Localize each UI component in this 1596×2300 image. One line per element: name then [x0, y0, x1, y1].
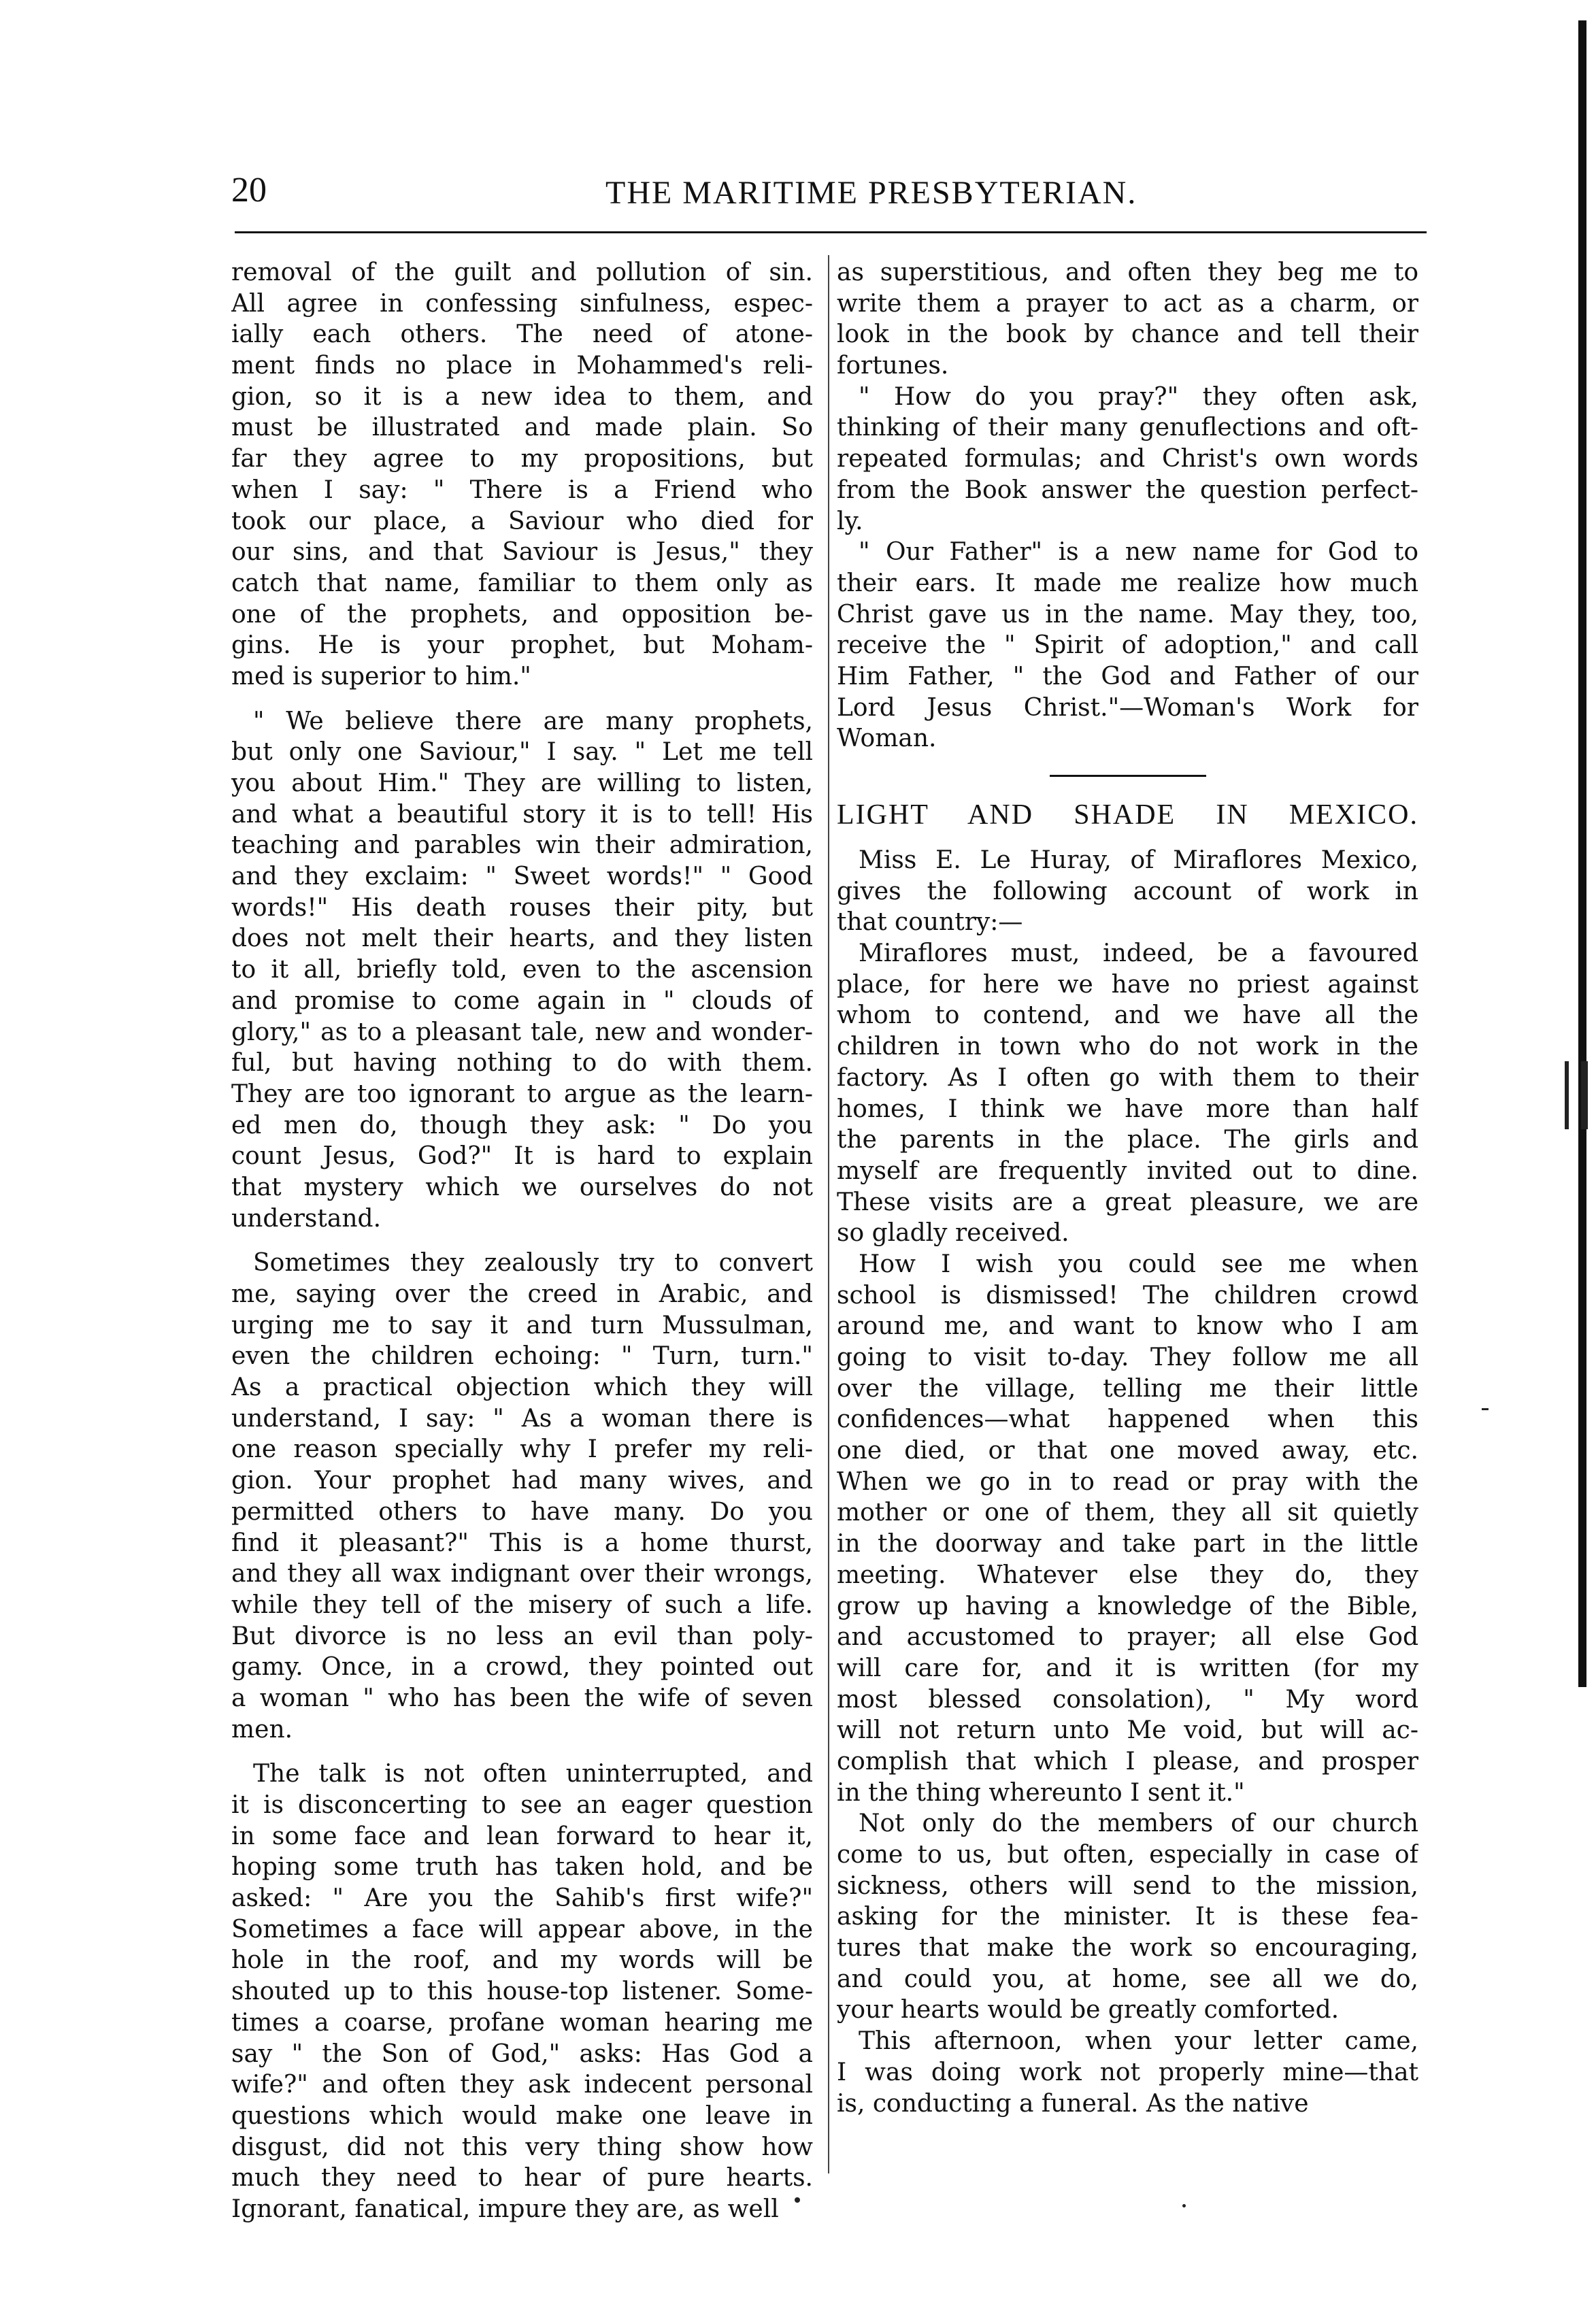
- text-line: ially each others. The need of atone-: [231, 320, 813, 349]
- text-line: meeting. Whatever else they do, they: [837, 1561, 1418, 1589]
- text-line: understand, I say: " As a woman there is: [231, 1404, 813, 1433]
- text-line: from the Book answer the question perfect-: [837, 476, 1418, 504]
- text-line: in some face and lean forward to hear it,: [231, 1822, 813, 1850]
- text-line: count Jesus, God?" It is hard to explain: [231, 1142, 813, 1171]
- text-line: over the village, telling me their little: [837, 1374, 1418, 1403]
- text-line: so gladly received.: [837, 1219, 1069, 1248]
- text-line: mother or one of them, they all sit quietly: [837, 1499, 1418, 1527]
- text-line: As a practical objection which they will: [231, 1373, 813, 1402]
- text-line: myself are frequently invited out to dine.: [837, 1156, 1418, 1185]
- text-line: med is superior to him.": [231, 662, 531, 690]
- text-line: homes, I think we have more than half: [837, 1095, 1418, 1123]
- text-line: shouted up to this house-top listener. Some-: [231, 1978, 813, 2006]
- text-line: The talk is not often uninterrupted, and: [253, 1760, 813, 1788]
- text-line: much they need to hear of pure hearts.: [231, 2164, 813, 2193]
- text-line: Miraflores must, indeed, be a favoured: [859, 939, 1418, 968]
- text-line: hole in the roof, and my words will be: [231, 1946, 813, 1975]
- text-line: and promise to come again in " clouds of: [231, 986, 813, 1015]
- text-line: when I say: " There is a Friend who: [231, 476, 813, 504]
- text-line: does not melt their hearts, and they listen: [231, 924, 813, 953]
- paragraph-gap: [231, 1234, 813, 1248]
- text-line: tures that make the work so encouraging,: [837, 1934, 1418, 1963]
- text-line: permitted others to have many. Do you: [231, 1497, 813, 1526]
- text-line: gins. He is your prophet, but Moham-: [231, 631, 813, 660]
- text-line: Ignorant, fanatical, impure they are, as well: [231, 2195, 779, 2223]
- text-line: teaching and parables win their admiration,: [231, 831, 813, 860]
- text-line: complish that which I please, and prosper: [837, 1747, 1418, 1776]
- text-line: All agree in confessing sinfulness, espec-: [231, 289, 813, 318]
- section-divider-rule: [1050, 775, 1206, 777]
- text-line: Lord Jesus Christ."—Woman's Work for: [837, 693, 1418, 722]
- page-header: [231, 170, 1423, 211]
- text-line: grow up having a knowledge of the Bible,: [837, 1592, 1418, 1620]
- text-line: going to visit to-day. They follow me all: [837, 1344, 1418, 1371]
- text-line: a woman " who has been the wife of seven: [231, 1684, 813, 1712]
- text-line: men.: [231, 1715, 293, 1744]
- text-line: you about Him." They are willing to listen,: [231, 769, 813, 797]
- page-number: 20: [231, 171, 267, 210]
- text-line: come to us, but often, especially in case of: [837, 1841, 1418, 1869]
- text-line: catch that name, familiar to them only as: [231, 569, 813, 597]
- text-line: in the doorway and take part in the little: [837, 1530, 1418, 1559]
- text-line: and they all wax indignant over their wrongs,: [231, 1560, 813, 1588]
- text-line: their ears. It made me realize how much: [837, 569, 1418, 597]
- text-line: one reason specially why I prefer my reli-: [231, 1435, 813, 1464]
- text-line: gion, so it is a new idea to them, and: [231, 382, 813, 411]
- text-line: questions which would make one leave in: [231, 2101, 813, 2130]
- text-line: urging me to say it and turn Mussulman,: [231, 1311, 813, 1339]
- right-column: [837, 257, 1418, 2119]
- text-line: removal of the guilt and pollution of sin.: [231, 259, 813, 286]
- text-line: will not return unto Me void, but will ac-: [837, 1716, 1418, 1745]
- text-line: receive the " Spirit of adoption," and call: [837, 631, 1418, 660]
- text-line: " How do you pray?" they often ask,: [859, 382, 1418, 411]
- text-line: Not only do the members of our church: [859, 1810, 1418, 1838]
- text-line: and what a beautiful story it is to tell! His: [231, 800, 813, 829]
- text-line: wife?" and often they ask indecent personal: [231, 2071, 813, 2099]
- text-line: say " the Son of God," asks: Has God a: [231, 2039, 813, 2068]
- text-line: and they exclaim: " Sweet words!" " Good: [231, 863, 813, 891]
- running-title: THE MARITIME PRESBYTERIAN.: [605, 175, 1137, 211]
- text-line: ment finds no place in Mohammed's reli-: [231, 352, 813, 380]
- scan-edge-mark: [1581, 1061, 1588, 1129]
- text-line: " Our Father" is a new name for God to: [859, 538, 1418, 567]
- text-line: " We believe there are many prophets,: [253, 707, 813, 735]
- text-line: that mystery which we ourselves do not: [231, 1173, 813, 1201]
- text-line: as superstitious, and often they beg me to: [837, 259, 1418, 286]
- text-line: ed men do, though they ask: " Do you: [231, 1111, 813, 1139]
- text-line: Him Father, " the God and Father of our: [837, 662, 1418, 690]
- text-line: and accustomed to prayer; all else God: [837, 1623, 1418, 1652]
- text-line: asked: " Are you the Sahib's first wife?": [231, 1884, 813, 1913]
- text-line: factory. As I often go with them to their: [837, 1063, 1418, 1092]
- print-speck: [795, 2197, 800, 2203]
- text-line: sickness, others will send to the mission,: [837, 1871, 1418, 1900]
- text-line: and could you, at home, see all we do,: [837, 1965, 1418, 1993]
- text-line: disgust, did not this very thing show how: [231, 2133, 813, 2161]
- text-line: Sometimes they zealously try to convert: [253, 1249, 813, 1278]
- text-line: far they agree to my propositions, but: [231, 445, 813, 473]
- text-line: Christ gave us in the name. May they, too,: [837, 600, 1418, 629]
- text-line: look in the book by chance and tell their: [837, 320, 1418, 349]
- text-line: hoping some truth has taken hold, and be: [231, 1853, 813, 1882]
- text-line: write them a prayer to act as a charm, or: [837, 289, 1418, 318]
- text-line: most blessed consolation), " My word: [837, 1685, 1418, 1714]
- text-line: Miss E. Le Huray, of Miraflores Mexico,: [859, 846, 1418, 874]
- left-column: [231, 257, 813, 2225]
- text-line: whom to contend, and we have all the: [837, 1001, 1418, 1030]
- text-line: asking for the minister. It is these fea-: [837, 1903, 1418, 1931]
- text-line: me, saying over the creed in Arabic, and: [231, 1280, 813, 1308]
- text-line: confidences—what happened when this: [837, 1405, 1418, 1434]
- text-line: fortunes.: [837, 352, 949, 380]
- text-line: thinking of their many genuflections and oft-: [837, 414, 1418, 442]
- text-line: one of the prophets, and opposition be-: [231, 600, 813, 629]
- text-line: How I wish you could see me when: [859, 1250, 1418, 1278]
- text-line: to it all, briefly told, even to the ascension: [231, 956, 813, 984]
- text-line: glory," as to a pleasant tale, new and wonder-: [231, 1018, 813, 1046]
- column-divider: [828, 255, 829, 2173]
- text-line: times a coarse, profane woman hearing me: [231, 2008, 813, 2037]
- text-line: These visits are a great pleasure, we are: [837, 1188, 1418, 1216]
- text-line: in the thing whereunto I sent it.": [837, 1778, 1245, 1807]
- print-speck: [1182, 2204, 1186, 2207]
- text-line: gives the following account of work in: [837, 877, 1418, 905]
- text-line: the parents in the place. The girls and: [837, 1126, 1418, 1154]
- paragraph-gap: [231, 693, 813, 706]
- text-line: will care for, and it is written (for my: [837, 1654, 1418, 1682]
- text-line: children in town who do not work in the: [837, 1033, 1418, 1061]
- text-line: took our place, a Saviour who died for: [231, 507, 813, 535]
- text-line: ful, but having nothing to do with them.: [231, 1049, 813, 1078]
- text-line: gamy. Once, in a crowd, they pointed out: [231, 1653, 813, 1682]
- text-line: our sins, and that Saviour is Jesus," they: [231, 538, 813, 567]
- text-line: But divorce is no less an evil than poly-: [231, 1622, 813, 1650]
- text-line: even the children echoing: " Turn, turn.": [231, 1342, 813, 1371]
- text-line: Woman.: [837, 724, 937, 753]
- scan-edge-mark: [1565, 1061, 1569, 1129]
- section-title: LIGHT AND SHADE IN MEXICO.: [837, 799, 1418, 831]
- text-line: school is dismissed! The children crowd: [837, 1281, 1418, 1310]
- text-line: Sometimes a face will appear above, in the: [231, 1915, 813, 1944]
- text-line: it is disconcerting to see an eager question: [231, 1791, 813, 1819]
- text-line: place, for here we have no priest against: [837, 970, 1418, 999]
- text-line: ly.: [837, 507, 863, 535]
- text-line: gion. Your prophet had many wives, and: [231, 1467, 813, 1495]
- text-line: They are too ignorant to argue as the learn-: [231, 1080, 813, 1108]
- scan-edge-bar: [1578, 20, 1586, 1687]
- text-line: must be illustrated and made plain. So: [231, 414, 813, 442]
- text-line: one died, or that one moved away, etc.: [837, 1437, 1418, 1465]
- text-line: your hearts would be greatly comforted.: [837, 1996, 1340, 2024]
- text-line: while they tell of the misery of such a life.: [231, 1590, 813, 1619]
- print-speck: [1482, 1408, 1489, 1410]
- text-line: I was doing work not properly mine—that: [837, 2058, 1418, 2086]
- text-line: repeated formulas; and Christ's own words: [837, 445, 1418, 473]
- text-line: words!" His death rouses their pity, but: [231, 893, 813, 922]
- text-line: When we go in to read or pray with the: [837, 1467, 1418, 1496]
- text-line: This afternoon, when your letter came,: [859, 2027, 1418, 2056]
- text-line: find it pleasant?" This is a home thurst,: [231, 1529, 813, 1557]
- text-line: understand.: [231, 1204, 382, 1233]
- paragraph-gap: [231, 1745, 813, 1759]
- text-line: is, conducting a funeral. As the native: [837, 2089, 1309, 2118]
- text-line: around me, and want to know who I am: [837, 1312, 1418, 1341]
- text-line: that country:—: [837, 908, 1023, 937]
- header-rule: [235, 231, 1427, 233]
- text-line: but only one Saviour," I say. " Let me tell: [231, 738, 813, 767]
